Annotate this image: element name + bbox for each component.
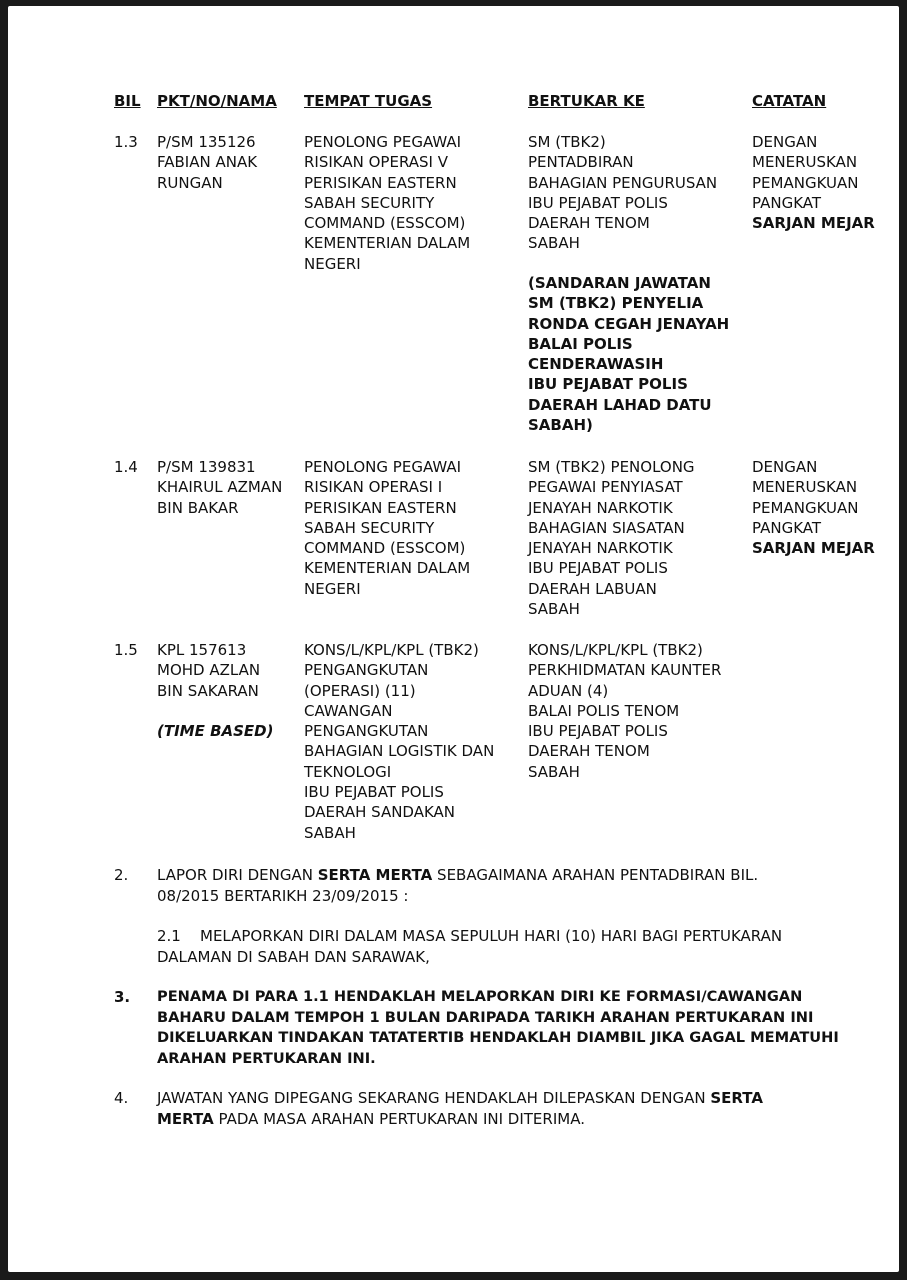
- catatan-line: PANGKAT: [752, 193, 822, 212]
- para-2-1-text: [157, 926, 782, 967]
- tempat-line: CAWANGAN: [304, 701, 393, 720]
- pkt-line: FABIAN ANAK: [157, 153, 258, 172]
- sandaran-line: (SANDARAN JAWATAN: [528, 274, 711, 292]
- bertukar-line: PENTADBIRAN: [528, 153, 634, 172]
- para-2-1-line1: MELAPORKAN DIRI DALAM MASA SEPULUH HARI (10) HARI BAGI PERTUKARAN: [200, 927, 783, 945]
- row-1-3-pkt: [157, 132, 257, 193]
- bertukar-line: ADUAN (4): [528, 681, 609, 700]
- tempat-line: KEMENTERIAN DALAM: [304, 559, 471, 578]
- bertukar-line: DAERAH TENOM: [528, 742, 650, 761]
- tempat-line: SABAH SECURITY: [304, 518, 435, 537]
- sandaran-line: SM (TBK2) PENYELIA: [528, 294, 704, 313]
- tempat-line: SABAH: [304, 823, 356, 842]
- tempat-line: NEGERI: [304, 579, 361, 598]
- para-2-number: 2.: [114, 866, 129, 884]
- sandaran-line: RONDA CEGAH JENAYAH: [528, 314, 730, 333]
- catatan-line: PEMANGKUAN: [752, 498, 859, 517]
- catatan-line: PEMANGKUAN: [752, 173, 859, 192]
- bertukar-line: SM (TBK2): [528, 133, 606, 151]
- sandaran-line: DAERAH LAHAD DATU: [528, 395, 712, 414]
- row-1-3-sandaran-note: [528, 273, 729, 435]
- row-1-5-bertukar: [528, 640, 721, 782]
- row-1-3-catatan: [752, 132, 875, 233]
- bertukar-line: SABAH: [528, 234, 580, 253]
- bertukar-line: SABAH: [528, 762, 580, 781]
- pkt-line: P/SM 135126: [157, 133, 256, 151]
- para-4-bold1: SERTA: [710, 1089, 763, 1107]
- catatan-line: DENGAN: [752, 133, 818, 151]
- para-3-line: DIKELUARKAN TINDAKAN TATATERTIB HENDAKLAH DIAMBIL JIKA GAGAL MEMATUHI: [157, 1029, 839, 1046]
- bertukar-line: JENAYAH NARKOTIK: [528, 498, 673, 517]
- row-1-3-bertukar: [528, 132, 717, 254]
- catatan-line: DENGAN: [752, 458, 818, 476]
- bertukar-line: JENAYAH NARKOTIK: [528, 539, 673, 558]
- row-1-4-bil: 1.4: [114, 458, 138, 476]
- row-1-4-tempat: [304, 457, 470, 599]
- para-4-pre: JAWATAN YANG DIPEGANG SEKARANG HENDAKLAH DILEPASKAN DENGAN: [157, 1089, 711, 1107]
- row-1-4-pkt: [157, 457, 282, 518]
- tempat-line: KONS/L/KPL/KPL (TBK2): [304, 641, 479, 659]
- tempat-line: PENOLONG PEGAWAI: [304, 133, 462, 151]
- para-4-bold2: MERTA: [157, 1109, 214, 1128]
- tempat-line: DAERAH SANDAKAN: [304, 803, 456, 822]
- sandaran-line: SABAH): [528, 416, 593, 435]
- tempat-line: COMMAND (ESSCOM): [304, 539, 466, 558]
- tempat-line: PERISIKAN EASTERN: [304, 173, 457, 192]
- pkt-line: KPL 157613: [157, 641, 247, 659]
- tempat-line: BAHAGIAN LOGISTIK DAN: [304, 742, 495, 761]
- row-1-4-bertukar: [528, 457, 695, 619]
- tempat-line: SABAH SECURITY: [304, 193, 435, 212]
- header-tempat-tugas: TEMPAT TUGAS: [304, 92, 433, 110]
- sandaran-line: BALAI POLIS: [528, 334, 633, 353]
- row-1-3-bil: 1.3: [114, 133, 138, 151]
- para-4-text: [157, 1088, 763, 1129]
- bertukar-line: SABAH: [528, 600, 580, 619]
- catatan-rank: SARJAN MEJAR: [752, 214, 875, 233]
- para-4-post: PADA MASA ARAHAN PERTUKARAN INI DITERIMA.: [213, 1109, 585, 1128]
- para-3-line: ARAHAN PERTUKARAN INI.: [157, 1049, 376, 1067]
- catatan-line: PANGKAT: [752, 518, 822, 537]
- tempat-line: PENGANGKUTAN: [304, 661, 429, 680]
- tempat-line: COMMAND (ESSCOM): [304, 214, 466, 233]
- bertukar-line: IBU PEJABAT POLIS: [528, 193, 668, 212]
- bertukar-line: KONS/L/KPL/KPL (TBK2): [528, 641, 703, 659]
- tempat-line: RISIKAN OPERASI V: [304, 153, 448, 172]
- pkt-line: BIN BAKAR: [157, 498, 239, 517]
- header-catatan: CATATAN: [752, 92, 827, 110]
- tempat-line: PERISIKAN EASTERN: [304, 498, 457, 517]
- para-2-bold: SERTA MERTA: [317, 866, 433, 884]
- pkt-line: P/SM 139831: [157, 458, 256, 476]
- row-1-5-bil: 1.5: [114, 641, 138, 659]
- bertukar-line: BALAI POLIS TENOM: [528, 701, 680, 720]
- tempat-line: TEKNOLOGI: [304, 762, 392, 781]
- para-2-text: [157, 865, 758, 906]
- tempat-line: IBU PEJABAT POLIS: [304, 783, 444, 802]
- row-1-5-pkt: [157, 640, 260, 701]
- bertukar-line: BAHAGIAN SIASATAN: [528, 518, 685, 537]
- bertukar-line: PERKHIDMATAN KAUNTER: [528, 661, 722, 680]
- para-2-1-number: 2.1: [157, 927, 181, 945]
- tempat-line: RISIKAN OPERASI I: [304, 478, 443, 497]
- row-1-4-catatan: [752, 457, 875, 558]
- catatan-line: MENERUSKAN: [752, 478, 858, 497]
- para-3-line: PENAMA DI PARA 1.1 HENDAKLAH MELAPORKAN DIRI KE FORMASI/CAWANGAN: [157, 988, 803, 1005]
- para-2-1-line2: DALAMAN DI SABAH DAN SARAWAK,: [157, 947, 430, 966]
- tempat-line: NEGERI: [304, 254, 361, 273]
- sandaran-line: CENDERAWASIH: [528, 355, 664, 374]
- tempat-line: PENGANGKUTAN: [304, 722, 429, 741]
- pkt-line: BIN SAKARAN: [157, 681, 259, 700]
- header-bil: BIL: [114, 92, 141, 110]
- tempat-line: PENOLONG PEGAWAI: [304, 458, 462, 476]
- bertukar-line: DAERAH TENOM: [528, 214, 650, 233]
- para-3-number: 3.: [114, 988, 131, 1006]
- tempat-line: KEMENTERIAN DALAM: [304, 234, 471, 253]
- bertukar-line: IBU PEJABAT POLIS: [528, 722, 668, 741]
- tempat-line: (OPERASI) (11): [304, 681, 416, 700]
- catatan-rank: SARJAN MEJAR: [752, 539, 875, 558]
- row-1-3-tempat: [304, 132, 470, 274]
- para-2-post: SEBAGAIMANA ARAHAN PENTADBIRAN BIL.: [432, 866, 759, 884]
- sandaran-line: IBU PEJABAT POLIS: [528, 375, 688, 394]
- header-pkt-no-nama: PKT/NO/NAMA: [157, 92, 277, 110]
- row-1-5-time-based: (TIME BASED): [157, 722, 274, 740]
- bertukar-line: IBU PEJABAT POLIS: [528, 559, 668, 578]
- bertukar-line: SM (TBK2) PENOLONG: [528, 458, 695, 476]
- pkt-line: KHAIRUL AZMAN: [157, 478, 283, 497]
- para-2-line2: 08/2015 BERTARIKH 23/09/2015 :: [157, 886, 409, 905]
- para-4-number: 4.: [114, 1089, 129, 1107]
- pkt-line: RUNGAN: [157, 173, 223, 192]
- bertukar-line: BAHAGIAN PENGURUSAN: [528, 173, 718, 192]
- para-3-line: BAHARU DALAM TEMPOH 1 BULAN DARIPADA TARIKH ARAHAN PERTUKARAN INI: [157, 1008, 814, 1026]
- catatan-line: MENERUSKAN: [752, 153, 858, 172]
- para-2-pre: LAPOR DIRI DENGAN: [157, 866, 318, 884]
- bertukar-line: DAERAH LABUAN: [528, 579, 657, 598]
- bertukar-line: PEGAWAI PENYIASAT: [528, 478, 683, 497]
- para-3-text: [157, 987, 839, 1069]
- header-bertukar-ke: BERTUKAR KE: [528, 92, 645, 110]
- pkt-line: MOHD AZLAN: [157, 661, 261, 680]
- row-1-5-tempat: [304, 640, 494, 843]
